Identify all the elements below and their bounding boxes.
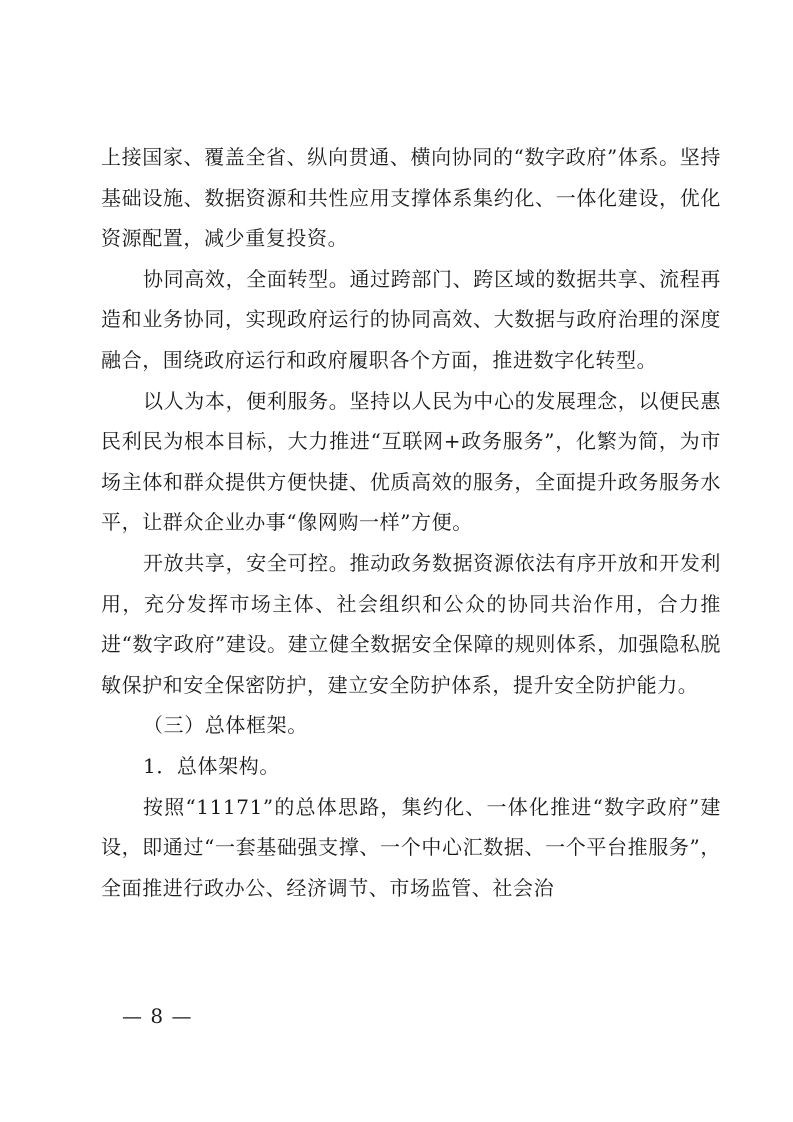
page-number: — 8 — (122, 1004, 193, 1028)
subsection-heading: 1．总体架构。 (143, 753, 280, 778)
section-heading: （三）总体框架。 (143, 713, 308, 738)
paragraph-open-sharing: 开放共享，安全可控。推动政务数据资源依法有序开放和开发利用，充分发挥市场主体、社会组织和公众的协同共治作用，合力推进“数字政府”建设。建立健全数据安全保障的规则体系，加强隐私脱敏保护和安全保密防护，建立安全防护体系，提升安全防护能力。 (101, 550, 721, 697)
paragraph-continuation: 上接国家、覆盖全省、纵向贯通、横向协同的“数字政府”体系。坚持基础设施、数据资源和共性应用支撑体系集约化、一体化建设，优化资源配置，减少重复投资。 (101, 145, 721, 251)
paragraph-coordination: 协同高效，全面转型。通过跨部门、跨区域的数据共享、流程再造和业务协同，实现政府运行的协同高效、大数据与政府治理的深度融合，围绕政府运行和政府履职各个方面，推进数字化转型。 (101, 266, 721, 372)
paragraph-framework: 按照“11171”的总体思路，集约化、一体化推进“数字政府”建设，即通过“一套基础强支撑、一个中心汇数据、一个平台推服务”，全面推进行政办公、经济调节、市场监管、社会治 (101, 794, 721, 900)
paragraph-people-centered: 以人为本，便利服务。坚持以人民为中心的发展理念，以便民惠民利民为根本目标，大力推进“互联网+政务服务”，化繁为简，为市场主体和群众提供方便快捷、优质高效的服务，全面提升政务服务水平，让群众企业办事“像网购一样”方便。 (101, 388, 721, 535)
document-body (101, 137, 721, 908)
